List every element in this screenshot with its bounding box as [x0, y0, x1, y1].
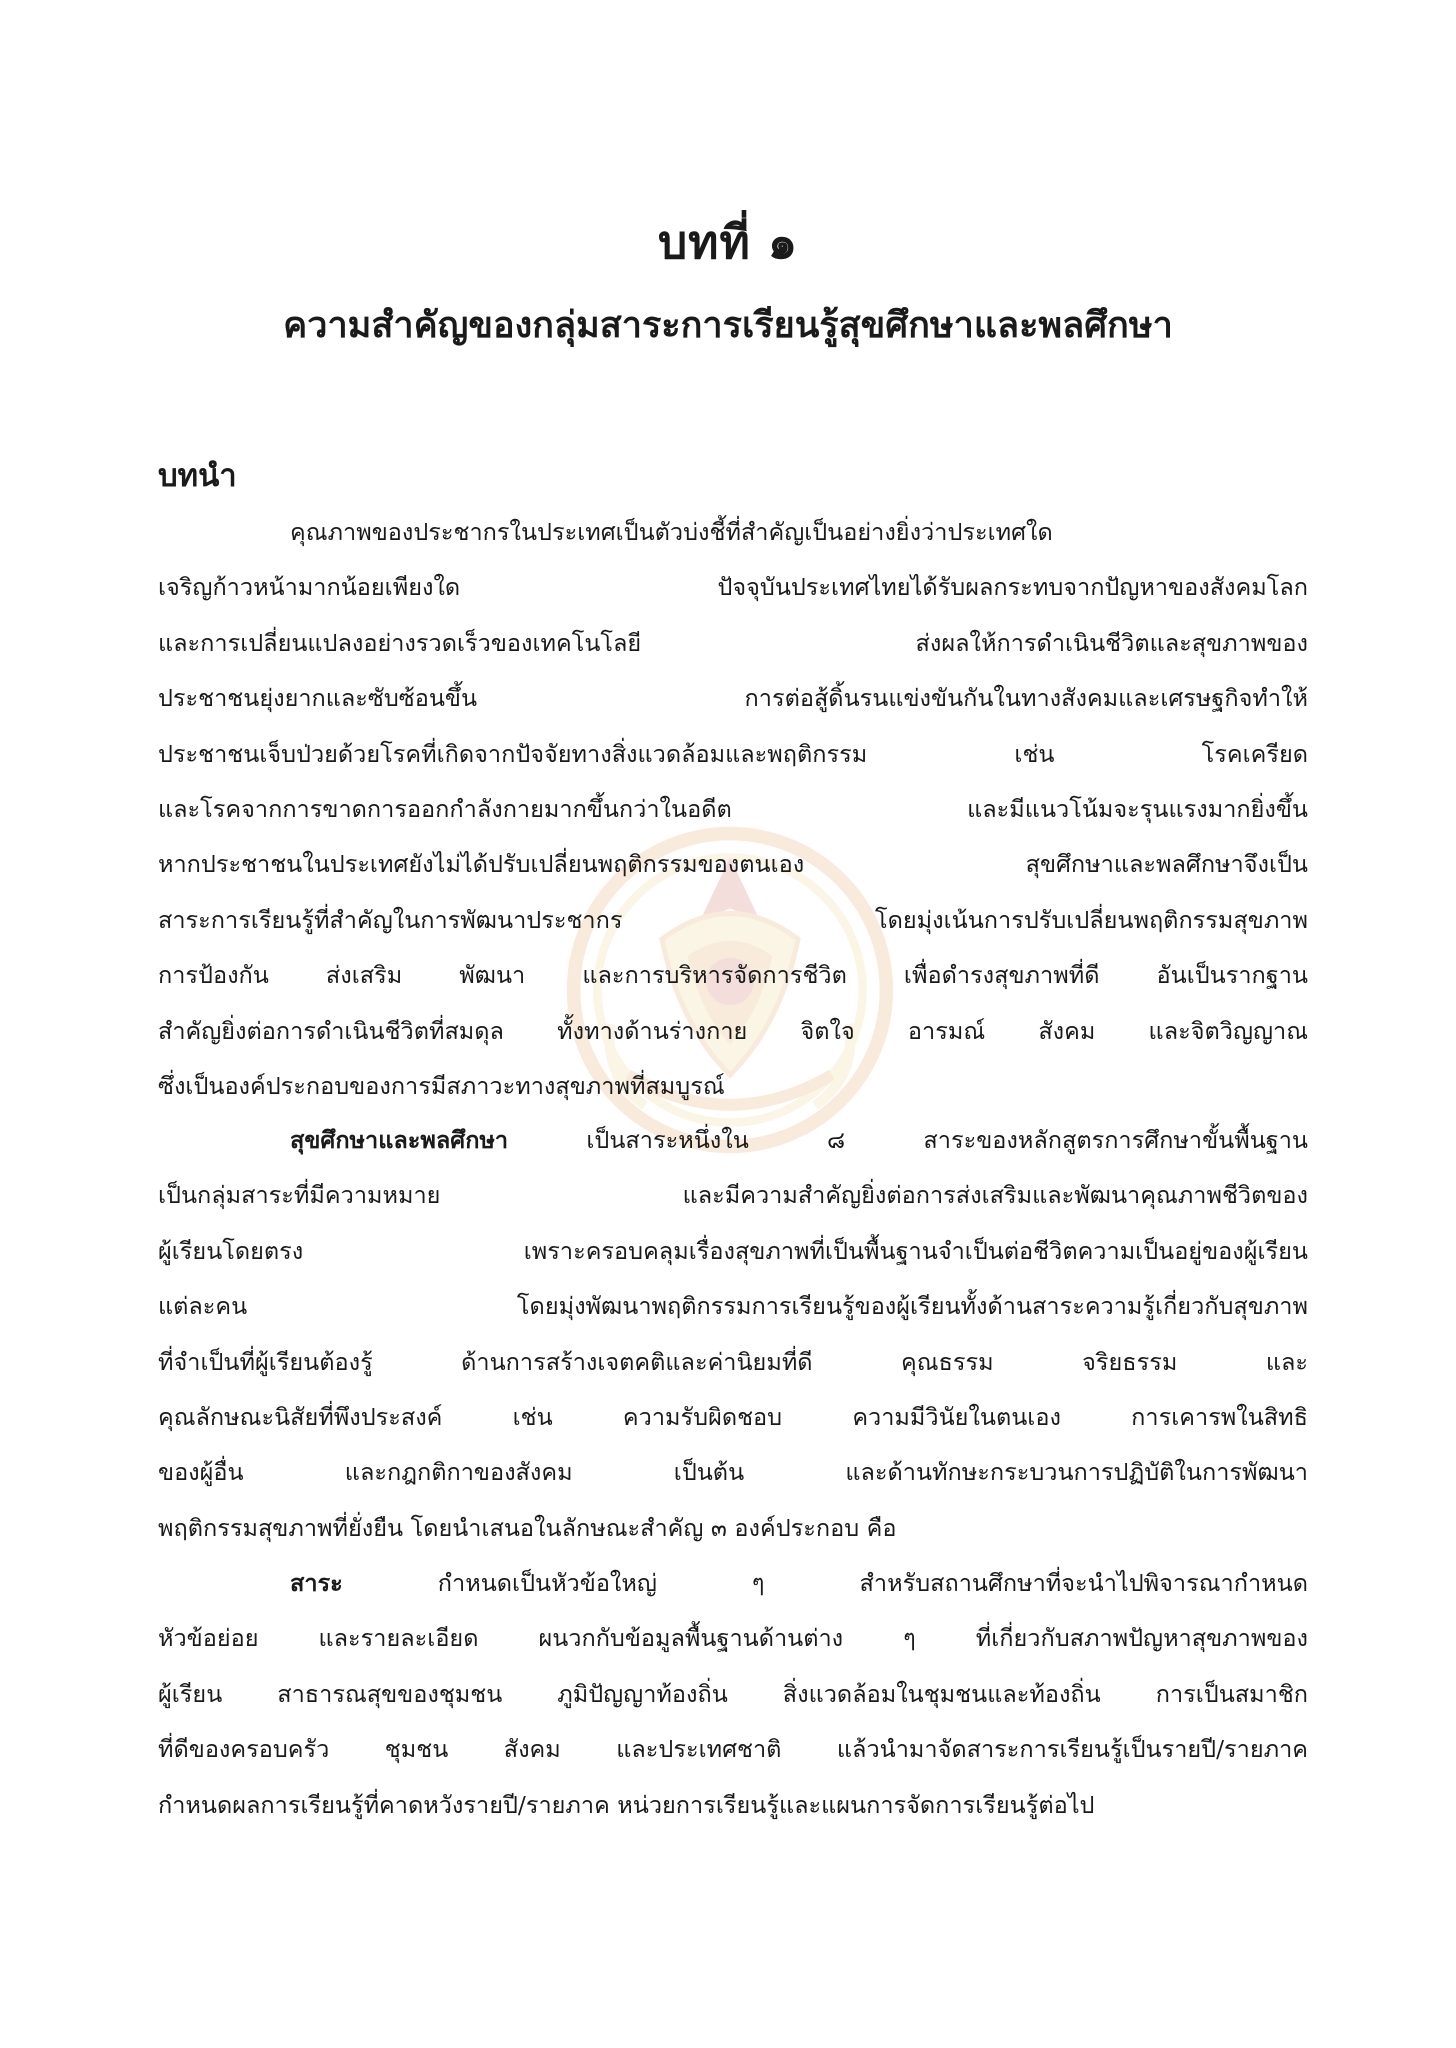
lead-term: สุขศึกษาและพลศึกษา — [290, 1126, 509, 1154]
paragraph-line: หากประชาชนในประเทศยังไม่ได้ปรับเปลี่ยนพฤติกรรมของตนเอง สุขศึกษาและพลศึกษาจึงเป็น — [158, 850, 1308, 879]
paragraph-first-line — [158, 1556, 1308, 1611]
paragraph-line: ผู้เรียน สาธารณสุขของชุมชน ภูมิปัญญาท้องถิ่น สิ่งแวดล้อมในชุมชนและท้องถิ่น การเป็นสมาชิก — [158, 1679, 1308, 1708]
paragraph-line: การป้องกัน ส่งเสริม พัฒนา และการบริหารจัดการชีวิต เพื่อดำรงสุขภาพที่ดี อันเป็นรากฐาน — [158, 961, 1308, 990]
content-paragraph — [158, 1556, 1308, 1833]
health-education-paragraph — [158, 1113, 1308, 1556]
paragraph-line: ของผู้อื่น และกฎกติกาของสังคม เป็นต้น และด้านทักษะกระบวนการปฏิบัติในการพัฒนา — [158, 1458, 1308, 1487]
paragraph-line: แต่ละคน โดยมุ่งพัฒนาพฤติกรรมการเรียนรู้ของผู้เรียนทั้งด้านสาระความรู้เกี่ยวกับสุขภาพ — [158, 1292, 1308, 1321]
paragraph-line: ซึ่งเป็นองค์ประกอบของการมีสภาวะทางสุขภาพที่สมบูรณ์ — [158, 1072, 725, 1101]
paragraph-line: ประชาชนเจ็บป่วยด้วยโรคที่เกิดจากปัจจัยทางสิ่งแวดล้อมและพฤติกรรม เช่น โรคเครียด — [158, 739, 1308, 768]
paragraph-line: เจริญก้าวหน้ามากน้อยเพียงใด ปัจจุบันประเทศไทยได้รับผลกระทบจากปัญหาของสังคมโลก — [158, 573, 1308, 602]
section-heading: บทนำ — [158, 458, 237, 494]
paragraph-line: ที่ดีของครอบครัว ชุมชน สังคม และประเทศชาติ แล้วนำมาจัดสาระการเรียนรู้เป็นรายปี/รายภาค — [158, 1735, 1308, 1764]
paragraph-line: ที่จำเป็นที่ผู้เรียนต้องรู้ ด้านการสร้างเจตคติและค่านิยมที่ดี คุณธรรม จริยธรรม และ — [158, 1347, 1308, 1376]
paragraph-line: สำคัญยิ่งต่อการดำเนินชีวิตที่สมดุล ทั้งทางด้านร่างกาย จิตใจ อารมณ์ สังคม และจิตวิญญาณ — [158, 1016, 1308, 1045]
paragraph-line: เป็นกลุ่มสาระที่มีความหมาย และมีความสำคัญยิ่งต่อการส่งเสริมและพัฒนาคุณภาพชีวิตของ — [158, 1181, 1308, 1210]
paragraph-line: กำหนดผลการเรียนรู้ที่คาดหวังรายปี/รายภาค หน่วยการเรียนรู้และแผนการจัดการเรียนรู้ต่อไป — [158, 1790, 1095, 1819]
intro-paragraph — [158, 505, 1308, 1114]
paragraph-line: และโรคจากการขาดการออกกำลังกายมากขึ้นกว่าในอดีต และมีแนวโน้มจะรุนแรงมากยิ่งขึ้น — [158, 795, 1308, 824]
lead-line-text: กำหนดเป็นหัวข้อใหญ่ ๆ สำหรับสถานศึกษาที่จะนำไปพิจารณากำหนด — [342, 1569, 1308, 1597]
chapter-number: บทที่ ๑ — [657, 215, 799, 269]
lead-term: สาระ — [290, 1569, 343, 1597]
paragraph-first-line — [158, 1113, 1308, 1168]
paragraph-line: คุณภาพของประชากรในประเทศเป็นตัวบ่งชี้ที่สำคัญเป็นอย่างยิ่งว่าประเทศใด — [290, 518, 1053, 546]
paragraph-line: สาระการเรียนรู้ที่สำคัญในการพัฒนาประชากร โดยมุ่งเน้นการปรับเปลี่ยนพฤติกรรมสุขภาพ — [158, 905, 1308, 934]
paragraph-line: ประชาชนยุ่งยากและซับซ้อนขึ้น การต่อสู้ดิ้นรนแข่งขันกันในทางสังคมและเศรษฐกิจทำให้ — [158, 684, 1308, 713]
chapter-title: ความสำคัญของกลุ่มสาระการเรียนรู้สุขศึกษาและพลศึกษา — [283, 304, 1173, 346]
paragraph-line: คุณลักษณะนิสัยที่พึงประสงค์ เช่น ความรับผิดชอบ ความมีวินัยในตนเอง การเคารพในสิทธิ — [158, 1403, 1308, 1432]
paragraph-line: ผู้เรียนโดยตรง เพราะครอบคลุมเรื่องสุขภาพที่เป็นพื้นฐานจำเป็นต่อชีวิตความเป็นอยู่ของผู้เรียน — [158, 1236, 1308, 1265]
paragraph-line: และการเปลี่ยนแปลงอย่างรวดเร็วของเทคโนโลยี ส่งผลให้การดำเนินชีวิตและสุขภาพของ — [158, 628, 1308, 657]
paragraph-line: หัวข้อย่อย และรายละเอียด ผนวกกับข้อมูลพื้นฐานด้านต่าง ๆ ที่เกี่ยวกับสภาพปัญหาสุขภาพของ — [158, 1624, 1308, 1653]
paragraph-line: พฤติกรรมสุขภาพที่ยั่งยืน โดยนำเสนอในลักษณะสำคัญ ๓ องค์ประกอบ คือ — [158, 1513, 897, 1542]
lead-line-text: เป็นสาระหนึ่งใน ๘ สาระของหลักสูตรการศึกษาขั้นพื้นฐาน — [508, 1126, 1308, 1154]
